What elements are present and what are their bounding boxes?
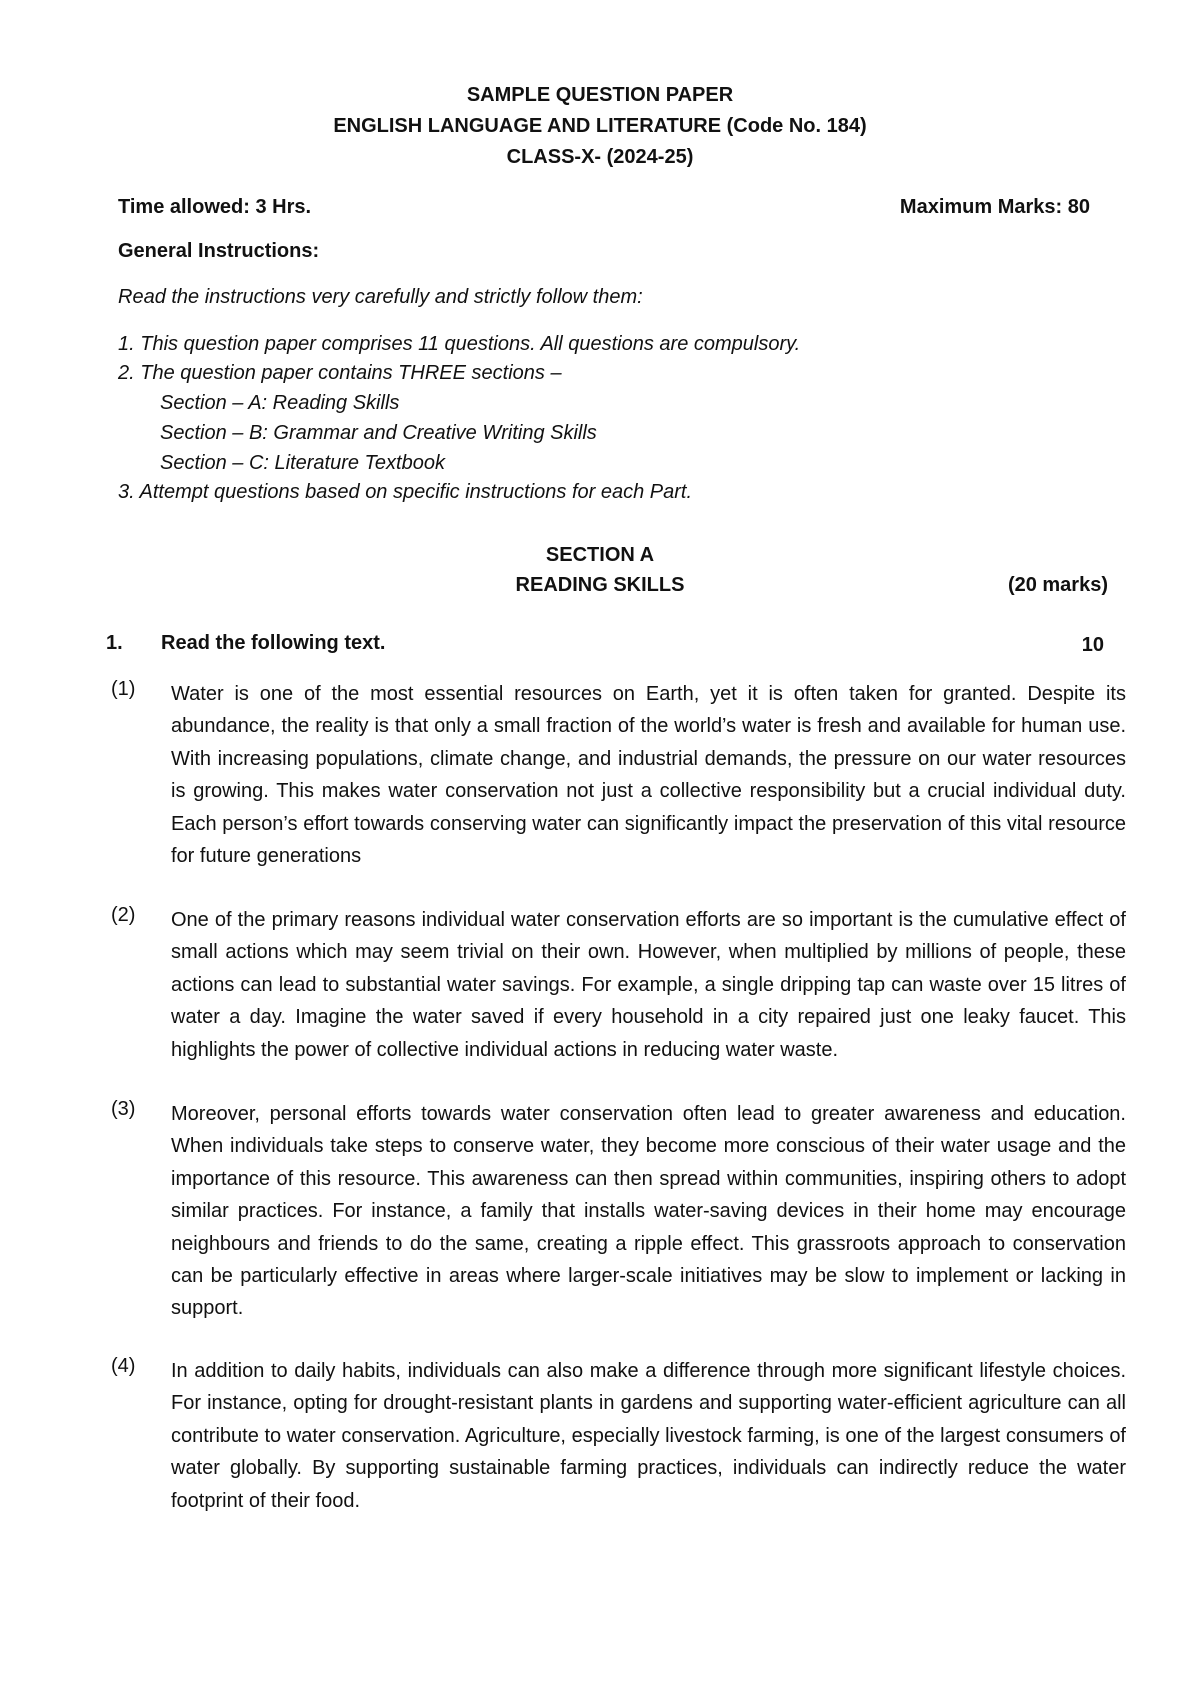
maximum-marks: Maximum Marks: 80	[899, 196, 1090, 218]
paragraph-text: Water is one of the most essential resources on Earth, yet it is often taken for granted. Despite its abundance, the reality is that only a small fraction of the world’s water is fresh and available for human use. With increasing populations, climate change, and industrial demands, the pressure on our water resources is growing. This makes water conservation not just a collective responsibility but a crucial individual duty. Each person’s effort towards conserving water can significantly impact the preservation of this vital resource for future generations	[171, 683, 1126, 868]
question-marks: 10	[1081, 634, 1104, 656]
paragraph-text: In addition to daily habits, individuals can also make a difference through more significant lifestyle choices. For instance, opting for drought-resistant plants in gardens and supporting water-efficient agriculture can all contribute to water conservation. Agriculture, especially livestock farming, is one of the largest consumers of water globally. By supporting sustainable farming practices, individuals can indirectly reduce the water footprint of their food.	[171, 1360, 1126, 1512]
paragraph-number: (4)	[111, 1355, 136, 1377]
paragraph-number: (1)	[111, 678, 136, 700]
instruction-subitem: Section – B: Grammar and Creative Writing Skills	[160, 422, 597, 444]
instruction-item: 1. This question paper comprises 11 questions. All questions are compulsory.	[118, 333, 801, 355]
section-marks: (20 marks)	[1007, 574, 1108, 596]
instruction-item: 2. The question paper contains THREE sections –	[118, 362, 562, 384]
section-subtitle: READING SKILLS	[515, 574, 685, 596]
instructions-intro: Read the instructions very carefully and strictly follow them:	[118, 286, 643, 308]
instruction-subitem: Section – A: Reading Skills	[160, 392, 400, 414]
general-instructions-heading: General Instructions:	[118, 240, 320, 262]
paragraph-number: (3)	[111, 1098, 136, 1120]
paragraph-text: One of the primary reasons individual water conservation efforts are so important is the cumulative effect of small actions which may seem trivial on their own. However, when multiplied by millions of people, these actions can lead to substantial water savings. For example, a single dripping tap can waste over 15 litres of water a day. Imagine the water saved if every household in a city repaired just one leaky faucet. This highlights the power of collective individual actions in reducing water waste.	[171, 909, 1126, 1061]
question-number: 1.	[106, 632, 123, 654]
section-title: SECTION A	[545, 544, 655, 566]
paper-class: CLASS-X- (2024-25)	[506, 146, 694, 168]
question-prompt: Read the following text.	[161, 632, 386, 654]
paper-subject: ENGLISH LANGUAGE AND LITERATURE (Code No. 184)	[333, 115, 867, 137]
paragraph-text: Moreover, personal efforts towards water conservation often lead to greater awareness and education. When individuals take steps to conserve water, they become more conscious of their water usage and the importance of this resource. This awareness can then spread within communities, inspiring others to adopt similar practices. For instance, a family that installs water-saving devices in their home may encourage neighbours and friends to do the same, creating a ripple effect. This grassroots approach to conservation can be particularly effective in areas where larger-scale initiatives may be slow to implement or lacking in support.	[171, 1103, 1126, 1320]
paper-title: SAMPLE QUESTION PAPER	[466, 84, 734, 106]
paragraph-number: (2)	[111, 904, 136, 926]
instruction-item: 3. Attempt questions based on specific instructions for each Part.	[118, 481, 693, 503]
time-allowed: Time allowed: 3 Hrs.	[118, 196, 312, 218]
instruction-subitem: Section – C: Literature Textbook	[160, 452, 445, 474]
